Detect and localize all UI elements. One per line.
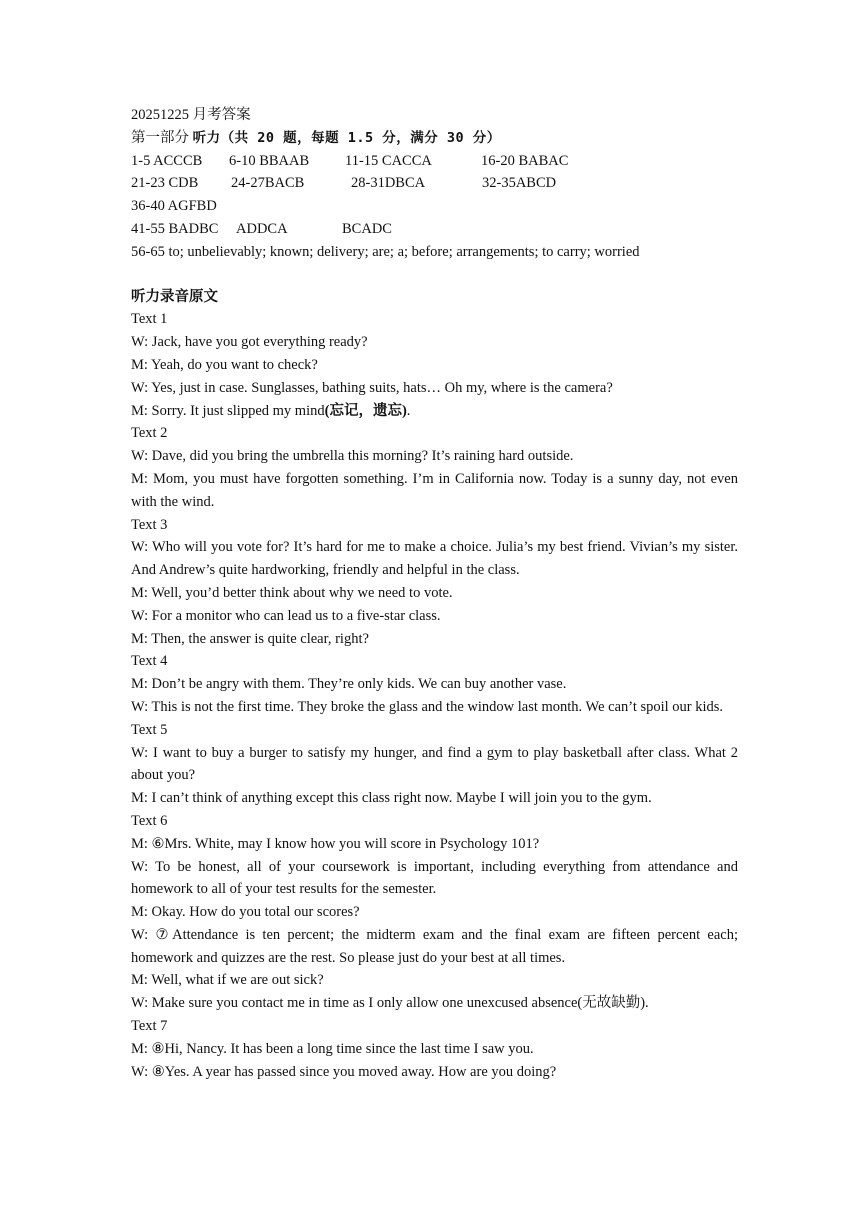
text-label: Text 6 bbox=[131, 812, 168, 829]
answer-group: 21-23 CDB bbox=[131, 175, 199, 192]
answer-group: 24-27BACB bbox=[231, 175, 305, 192]
dialogue-line: W: This is not the first time. They broke the glass and the window last month. We can’t spoil our kids. bbox=[131, 698, 724, 715]
part1-title: 听力（共 20 题，每题 1.5 分，满分 30 分） bbox=[192, 129, 501, 146]
answer-group: ADDCA bbox=[236, 220, 288, 237]
dialogue-line bbox=[131, 400, 738, 423]
dialogue-line: M: Mom, you must have forgotten something. I’m in California now. Today is a sunny day, not even with the wind. bbox=[131, 470, 738, 510]
gloss-note: (忘记，遗忘) bbox=[324, 402, 407, 419]
text-label: Text 7 bbox=[131, 1018, 168, 1035]
dialogue-line: M: I can’t think of anything except this class right now. Maybe I will join you to the gym. bbox=[131, 790, 652, 807]
dialogue-line: W: ⑦Attendance is ten percent; the midterm exam and the final exam are fifteen percent each; homework and quizzes are the rest. So please just do your best at all times. bbox=[131, 926, 738, 966]
answer-group: BCADC bbox=[342, 220, 392, 237]
dialogue-text: M: Sorry. It just slipped my mind bbox=[131, 402, 325, 419]
part1-heading bbox=[131, 127, 738, 150]
dialogue-line: M: Well, what if we are out sick? bbox=[131, 972, 324, 989]
text-label: Text 4 bbox=[131, 653, 168, 670]
dialogue-line: M: Yeah, do you want to check? bbox=[131, 356, 318, 373]
dialogue-line: M: Well, you’d better think about why we need to vote. bbox=[131, 584, 453, 601]
dialogue-line: W: Make sure you contact me in time as I only allow one unexcused absence(无故缺勤). bbox=[131, 995, 649, 1012]
answer-group: 11-15 CACCA bbox=[345, 152, 432, 169]
answer-group: 41-55 BADBC bbox=[131, 220, 219, 237]
answer-group: 1-5 ACCCB bbox=[131, 152, 203, 169]
text-label: Text 3 bbox=[131, 516, 168, 533]
answer-group: 28-31DBCA bbox=[351, 175, 426, 192]
dialogue-line: M: ⑥Mrs. White, may I know how you will score in Psychology 101? bbox=[131, 835, 540, 852]
part1-prefix: 第一部分 bbox=[131, 129, 189, 146]
dialogue-line: W: For a monitor who can lead us to a five-star class. bbox=[131, 607, 441, 624]
spacer bbox=[131, 264, 738, 286]
dialogue-text: . bbox=[406, 402, 411, 419]
dialogue-line: M: Then, the answer is quite clear, right? bbox=[131, 630, 369, 647]
answer-row-1 bbox=[131, 150, 738, 173]
dialogue-line: W: I want to buy a burger to satisfy my hunger, and find a gym to play basketball after class. What 2 about you? bbox=[131, 744, 738, 784]
dialogue-line: W: Jack, have you got everything ready? bbox=[131, 334, 368, 351]
dialogue-line: M: ⑧Hi, Nancy. It has been a long time since the last time I saw you. bbox=[131, 1040, 534, 1057]
doc-title: 20251225 月考答案 bbox=[131, 107, 251, 123]
dialogue-line: W: Yes, just in case. Sunglasses, bathing suits, hats… Oh my, where is the camera? bbox=[131, 379, 613, 396]
answer-sheet-page bbox=[131, 104, 738, 1083]
text-label: Text 2 bbox=[131, 425, 168, 442]
dialogue-line: W: To be honest, all of your coursework is important, including everything from attendance and homework to all of your test results for the semester. bbox=[131, 858, 738, 898]
answer-group: 16-20 BABAC bbox=[481, 152, 569, 169]
text-label: Text 1 bbox=[131, 311, 168, 328]
answer-group: 6-10 BBAAB bbox=[229, 152, 310, 169]
answer-row-5: 56-65 to; unbelievably; known; delivery; are; a; before; arrangements; to carry; worried bbox=[131, 243, 640, 260]
answer-group: 32-35ABCD bbox=[482, 175, 557, 192]
dialogue-line: M: Don’t be angry with them. They’re only kids. We can buy another vase. bbox=[131, 676, 567, 693]
answer-row-4 bbox=[131, 218, 738, 241]
dialogue-line: M: Okay. How do you total our scores? bbox=[131, 904, 360, 921]
answer-row-3: 36-40 AGFBD bbox=[131, 198, 217, 215]
transcript-heading: 听力录音原文 bbox=[131, 288, 218, 305]
dialogue-line: W: Dave, did you bring the umbrella this morning? It’s raining hard outside. bbox=[131, 448, 574, 465]
dialogue-line: W: ⑧Yes. A year has passed since you moved away. How are you doing? bbox=[131, 1063, 557, 1080]
dialogue-line: W: Who will you vote for? It’s hard for me to make a choice. Julia’s my best friend. Vivian’s my sister. And Andrew’s quite hardworking, friendly and helpful in the class. bbox=[131, 539, 738, 579]
text-label: Text 5 bbox=[131, 721, 168, 738]
answer-row-2 bbox=[131, 172, 738, 195]
